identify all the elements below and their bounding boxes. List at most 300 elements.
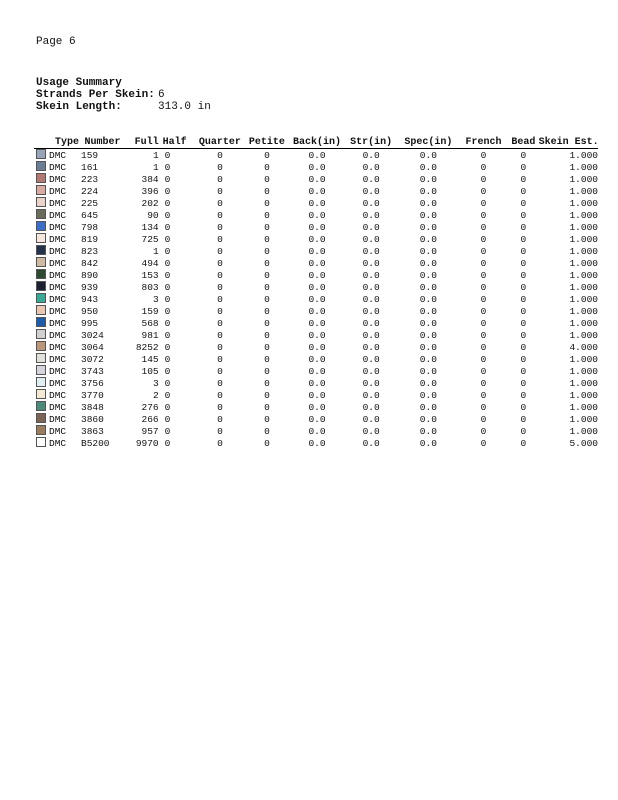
cell-french: 0 xyxy=(480,353,487,365)
color-swatch-icon xyxy=(36,281,46,291)
thread-brand: DMC xyxy=(49,234,67,245)
thread-brand: DMC xyxy=(49,306,67,317)
cell-number: 950 xyxy=(81,305,99,317)
table-row xyxy=(34,185,598,197)
cell-bead: 0 xyxy=(520,281,527,293)
cell-back: 0.0 xyxy=(308,401,326,413)
thread-brand: DMC xyxy=(49,162,67,173)
cell-french: 0 xyxy=(480,257,487,269)
cell-full: 9970 xyxy=(135,437,159,449)
cell-skein: 1.000 xyxy=(569,305,598,317)
table-row xyxy=(34,233,598,245)
cell-spec: 0.0 xyxy=(419,353,437,365)
cell-skein: 1.000 xyxy=(569,149,598,161)
cell-type xyxy=(34,269,81,281)
cell-str: 0.0 xyxy=(362,149,380,161)
color-swatch-icon xyxy=(36,425,46,435)
cell-french: 0 xyxy=(480,377,487,389)
cell-number: B5200 xyxy=(81,437,110,449)
cell-full: 1 xyxy=(152,245,159,257)
cell-number: 161 xyxy=(81,161,99,173)
cell-petite: 0 xyxy=(264,173,270,185)
cell-str: 0.0 xyxy=(362,353,380,365)
usage-table xyxy=(34,136,598,449)
cell-quarter: 0 xyxy=(217,353,223,365)
cell-petite: 0 xyxy=(264,401,270,413)
cell-skein: 1.000 xyxy=(569,173,598,185)
cell-skein: 1.000 xyxy=(569,389,598,401)
col-type: Type xyxy=(34,136,81,149)
cell-back: 0.0 xyxy=(308,353,326,365)
cell-quarter: 0 xyxy=(217,341,223,353)
cell-spec: 0.0 xyxy=(419,197,437,209)
cell-french: 0 xyxy=(480,221,487,233)
cell-type xyxy=(34,365,81,377)
skein-length-value: 313.0 in xyxy=(158,101,211,113)
thread-brand: DMC xyxy=(49,330,67,341)
cell-petite: 0 xyxy=(264,233,270,245)
cell-spec: 0.0 xyxy=(419,185,437,197)
cell-back: 0.0 xyxy=(308,305,326,317)
cell-bead: 0 xyxy=(520,269,527,281)
cell-skein: 1.000 xyxy=(569,377,598,389)
cell-french: 0 xyxy=(480,413,487,425)
cell-petite: 0 xyxy=(264,305,270,317)
cell-half: 0 xyxy=(164,377,171,389)
cell-skein: 1.000 xyxy=(569,245,598,257)
cell-skein: 4.000 xyxy=(569,341,598,353)
summary-title: Usage Summary xyxy=(36,77,122,89)
cell-spec: 0.0 xyxy=(419,209,437,221)
cell-spec: 0.0 xyxy=(419,413,437,425)
table-row xyxy=(34,197,598,209)
cell-quarter: 0 xyxy=(217,401,223,413)
cell-half: 0 xyxy=(164,437,171,449)
cell-number: 995 xyxy=(81,317,99,329)
cell-full: 3 xyxy=(152,293,159,305)
cell-full: 2 xyxy=(152,389,159,401)
cell-french: 0 xyxy=(480,197,487,209)
thread-brand: DMC xyxy=(49,390,67,401)
cell-bead: 0 xyxy=(520,377,527,389)
cell-petite: 0 xyxy=(264,197,270,209)
cell-number: 3064 xyxy=(81,341,104,353)
cell-petite: 0 xyxy=(264,329,270,341)
cell-bead: 0 xyxy=(520,185,527,197)
cell-number: 3770 xyxy=(81,389,104,401)
cell-petite: 0 xyxy=(264,245,270,257)
cell-quarter: 0 xyxy=(217,149,223,161)
cell-full: 568 xyxy=(141,317,159,329)
cell-type xyxy=(34,353,81,365)
cell-back: 0.0 xyxy=(308,281,326,293)
cell-bead: 0 xyxy=(520,341,527,353)
cell-petite: 0 xyxy=(264,413,270,425)
col-skein-est: Skein Est. xyxy=(538,136,599,148)
cell-number: 943 xyxy=(81,293,99,305)
cell-half: 0 xyxy=(164,161,171,173)
color-swatch-icon xyxy=(36,305,46,315)
cell-str: 0.0 xyxy=(362,269,380,281)
cell-half: 0 xyxy=(164,245,171,257)
cell-str: 0.0 xyxy=(362,425,380,437)
col-full: Full xyxy=(124,136,159,149)
cell-spec: 0.0 xyxy=(419,317,437,329)
cell-quarter: 0 xyxy=(217,209,223,221)
cell-number: 223 xyxy=(81,173,99,185)
col-petite: Petite xyxy=(244,136,289,149)
table-row xyxy=(34,209,598,221)
cell-half: 0 xyxy=(164,221,171,233)
cell-full: 134 xyxy=(141,221,159,233)
cell-number: 159 xyxy=(81,149,99,161)
cell-back: 0.0 xyxy=(308,425,326,437)
cell-skein: 1.000 xyxy=(569,353,598,365)
cell-type xyxy=(34,329,81,341)
col-french: French xyxy=(459,136,508,149)
cell-petite: 0 xyxy=(264,185,270,197)
cell-full: 276 xyxy=(141,401,159,413)
cell-quarter: 0 xyxy=(217,185,223,197)
cell-str: 0.0 xyxy=(362,317,380,329)
cell-half: 0 xyxy=(164,149,171,161)
cell-back: 0.0 xyxy=(308,341,326,353)
cell-full: 266 xyxy=(141,413,159,425)
cell-spec: 0.0 xyxy=(419,389,437,401)
cell-skein: 1.000 xyxy=(569,233,598,245)
cell-str: 0.0 xyxy=(362,329,380,341)
cell-type xyxy=(34,437,81,449)
cell-full: 1 xyxy=(152,161,159,173)
table-row xyxy=(34,353,598,365)
cell-number: 3743 xyxy=(81,365,104,377)
cell-bead: 0 xyxy=(520,437,527,449)
cell-bead: 0 xyxy=(520,209,527,221)
cell-back: 0.0 xyxy=(308,221,326,233)
cell-type xyxy=(34,377,81,389)
cell-str: 0.0 xyxy=(362,365,380,377)
cell-str: 0.0 xyxy=(362,257,380,269)
cell-spec: 0.0 xyxy=(419,305,437,317)
cell-petite: 0 xyxy=(264,377,270,389)
cell-skein: 1.000 xyxy=(569,221,598,233)
color-swatch-icon xyxy=(36,161,46,171)
cell-str: 0.0 xyxy=(362,209,380,221)
thread-brand: DMC xyxy=(49,222,67,233)
cell-french: 0 xyxy=(480,149,487,161)
color-swatch-icon xyxy=(36,341,46,351)
cell-french: 0 xyxy=(480,341,487,353)
cell-half: 0 xyxy=(164,329,171,341)
cell-quarter: 0 xyxy=(217,197,223,209)
cell-spec: 0.0 xyxy=(419,233,437,245)
cell-quarter: 0 xyxy=(217,173,223,185)
cell-quarter: 0 xyxy=(217,425,223,437)
cell-spec: 0.0 xyxy=(419,329,437,341)
col-spec: Spec(in) xyxy=(398,136,459,149)
cell-back: 0.0 xyxy=(308,377,326,389)
cell-skein: 1.000 xyxy=(569,413,598,425)
cell-half: 0 xyxy=(164,401,171,413)
color-swatch-icon xyxy=(36,149,46,159)
cell-back: 0.0 xyxy=(308,209,326,221)
cell-half: 0 xyxy=(164,293,171,305)
cell-str: 0.0 xyxy=(362,341,380,353)
cell-petite: 0 xyxy=(264,437,270,449)
cell-type xyxy=(34,209,81,221)
color-swatch-icon xyxy=(36,257,46,267)
cell-half: 0 xyxy=(164,425,171,437)
strands-label: Strands Per Skein: xyxy=(36,89,155,101)
cell-french: 0 xyxy=(480,425,487,437)
thread-brand: DMC xyxy=(49,414,67,425)
cell-bead: 0 xyxy=(520,257,527,269)
cell-type xyxy=(34,401,81,413)
cell-skein: 1.000 xyxy=(569,293,598,305)
table-row xyxy=(34,305,598,317)
thread-brand: DMC xyxy=(49,318,67,329)
cell-half: 0 xyxy=(164,281,171,293)
cell-french: 0 xyxy=(480,317,487,329)
col-number: Number xyxy=(81,136,124,149)
col-str: Str(in) xyxy=(345,136,398,149)
color-swatch-icon xyxy=(36,329,46,339)
cell-spec: 0.0 xyxy=(419,281,437,293)
cell-petite: 0 xyxy=(264,389,270,401)
cell-skein: 1.000 xyxy=(569,365,598,377)
cell-skein: 1.000 xyxy=(569,317,598,329)
strands-value: 6 xyxy=(158,89,165,101)
cell-skein: 1.000 xyxy=(569,257,598,269)
cell-type xyxy=(34,413,81,425)
cell-petite: 0 xyxy=(264,281,270,293)
cell-spec: 0.0 xyxy=(419,425,437,437)
cell-spec: 0.0 xyxy=(419,341,437,353)
thread-brand: DMC xyxy=(49,198,67,209)
cell-half: 0 xyxy=(164,389,171,401)
color-swatch-icon xyxy=(36,365,46,375)
cell-str: 0.0 xyxy=(362,185,380,197)
color-swatch-icon xyxy=(36,437,46,447)
cell-french: 0 xyxy=(480,173,487,185)
cell-spec: 0.0 xyxy=(419,221,437,233)
cell-str: 0.0 xyxy=(362,221,380,233)
cell-quarter: 0 xyxy=(217,377,223,389)
table-row xyxy=(34,365,598,377)
cell-back: 0.0 xyxy=(308,149,326,161)
cell-str: 0.0 xyxy=(362,437,380,449)
cell-type xyxy=(34,281,81,293)
cell-type xyxy=(34,197,81,209)
cell-petite: 0 xyxy=(264,365,270,377)
cell-spec: 0.0 xyxy=(419,149,437,161)
thread-brand: DMC xyxy=(49,282,67,293)
cell-french: 0 xyxy=(480,293,487,305)
thread-brand: DMC xyxy=(49,354,67,365)
cell-half: 0 xyxy=(164,233,171,245)
cell-number: 819 xyxy=(81,233,99,245)
table-row xyxy=(34,389,598,401)
cell-quarter: 0 xyxy=(217,269,223,281)
cell-spec: 0.0 xyxy=(419,173,437,185)
cell-number: 3024 xyxy=(81,329,104,341)
cell-str: 0.0 xyxy=(362,377,380,389)
cell-quarter: 0 xyxy=(217,413,223,425)
cell-quarter: 0 xyxy=(217,329,223,341)
cell-french: 0 xyxy=(480,305,487,317)
cell-back: 0.0 xyxy=(308,245,326,257)
cell-half: 0 xyxy=(164,413,171,425)
col-back: Back(in) xyxy=(289,136,344,149)
cell-number: 798 xyxy=(81,221,99,233)
cell-number: 225 xyxy=(81,197,99,209)
cell-spec: 0.0 xyxy=(419,269,437,281)
cell-number: 939 xyxy=(81,281,99,293)
table-row xyxy=(34,437,598,449)
cell-spec: 0.0 xyxy=(419,401,437,413)
cell-french: 0 xyxy=(480,161,487,173)
cell-french: 0 xyxy=(480,233,487,245)
cell-skein: 1.000 xyxy=(569,281,598,293)
cell-french: 0 xyxy=(480,185,487,197)
cell-french: 0 xyxy=(480,209,487,221)
cell-type xyxy=(34,389,81,401)
usage-summary xyxy=(36,77,211,113)
cell-petite: 0 xyxy=(264,353,270,365)
cell-skein: 5.000 xyxy=(569,437,598,449)
cell-number: 3072 xyxy=(81,353,104,365)
skein-length-label: Skein Length: xyxy=(36,101,122,113)
cell-bead: 0 xyxy=(520,197,527,209)
cell-quarter: 0 xyxy=(217,365,223,377)
table-header-row xyxy=(34,136,598,149)
color-swatch-icon xyxy=(36,413,46,423)
cell-str: 0.0 xyxy=(362,413,380,425)
cell-skein: 1.000 xyxy=(569,401,598,413)
cell-full: 1 xyxy=(152,149,159,161)
cell-petite: 0 xyxy=(264,425,270,437)
cell-bead: 0 xyxy=(520,317,527,329)
cell-quarter: 0 xyxy=(217,245,223,257)
thread-brand: DMC xyxy=(49,270,67,281)
table-row xyxy=(34,281,598,293)
cell-back: 0.0 xyxy=(308,161,326,173)
cell-bead: 0 xyxy=(520,401,527,413)
thread-brand: DMC xyxy=(49,378,67,389)
cell-number: 3756 xyxy=(81,377,104,389)
cell-bead: 0 xyxy=(520,389,527,401)
cell-quarter: 0 xyxy=(217,293,223,305)
cell-petite: 0 xyxy=(264,149,270,161)
cell-half: 0 xyxy=(164,197,171,209)
cell-str: 0.0 xyxy=(362,281,380,293)
table-row xyxy=(34,293,598,305)
cell-half: 0 xyxy=(164,305,171,317)
cell-skein: 1.000 xyxy=(569,161,598,173)
color-swatch-icon xyxy=(36,389,46,399)
table-row xyxy=(34,221,598,233)
cell-type xyxy=(34,233,81,245)
cell-str: 0.0 xyxy=(362,233,380,245)
cell-back: 0.0 xyxy=(308,389,326,401)
cell-spec: 0.0 xyxy=(419,293,437,305)
color-swatch-icon xyxy=(36,377,46,387)
color-swatch-icon xyxy=(36,185,46,195)
cell-type xyxy=(34,161,81,173)
cell-bead: 0 xyxy=(520,425,527,437)
col-half: Half xyxy=(159,136,196,149)
thread-brand: DMC xyxy=(49,246,67,257)
page-number: Page 6 xyxy=(36,36,76,48)
table-row xyxy=(34,341,598,353)
cell-bead: 0 xyxy=(520,233,527,245)
cell-back: 0.0 xyxy=(308,413,326,425)
cell-type xyxy=(34,149,81,162)
color-swatch-icon xyxy=(36,197,46,207)
cell-petite: 0 xyxy=(264,161,270,173)
cell-number: 3848 xyxy=(81,401,104,413)
cell-type xyxy=(34,221,81,233)
cell-half: 0 xyxy=(164,185,171,197)
cell-type xyxy=(34,425,81,437)
cell-half: 0 xyxy=(164,269,171,281)
cell-full: 145 xyxy=(141,353,159,365)
cell-bead: 0 xyxy=(520,413,527,425)
table-row xyxy=(34,317,598,329)
cell-french: 0 xyxy=(480,365,487,377)
cell-number: 890 xyxy=(81,269,99,281)
cell-bead: 0 xyxy=(520,293,527,305)
cell-type xyxy=(34,317,81,329)
col-bead: Bead xyxy=(508,136,539,149)
cell-half: 0 xyxy=(164,353,171,365)
cell-skein: 1.000 xyxy=(569,269,598,281)
cell-number: 823 xyxy=(81,245,99,257)
table-row xyxy=(34,161,598,173)
thread-brand: DMC xyxy=(49,150,67,161)
thread-brand: DMC xyxy=(49,210,67,221)
thread-brand: DMC xyxy=(49,438,67,449)
color-swatch-icon xyxy=(36,221,46,231)
cell-spec: 0.0 xyxy=(419,437,437,449)
cell-half: 0 xyxy=(164,209,171,221)
cell-back: 0.0 xyxy=(308,173,326,185)
cell-type xyxy=(34,185,81,197)
cell-quarter: 0 xyxy=(217,161,223,173)
cell-full: 803 xyxy=(141,281,159,293)
thread-brand: DMC xyxy=(49,402,67,413)
cell-full: 494 xyxy=(141,257,159,269)
cell-full: 3 xyxy=(152,377,159,389)
table-row xyxy=(34,401,598,413)
cell-petite: 0 xyxy=(264,317,270,329)
cell-quarter: 0 xyxy=(217,281,223,293)
thread-brand: DMC xyxy=(49,258,67,269)
color-swatch-icon xyxy=(36,245,46,255)
cell-french: 0 xyxy=(480,281,487,293)
cell-full: 8252 xyxy=(135,341,159,353)
cell-type xyxy=(34,245,81,257)
cell-quarter: 0 xyxy=(217,437,223,449)
cell-full: 153 xyxy=(141,269,159,281)
cell-french: 0 xyxy=(480,245,487,257)
cell-spec: 0.0 xyxy=(419,377,437,389)
cell-str: 0.0 xyxy=(362,389,380,401)
cell-bead: 0 xyxy=(520,329,527,341)
cell-full: 159 xyxy=(141,305,159,317)
cell-bead: 0 xyxy=(520,173,527,185)
table-row xyxy=(34,413,598,425)
